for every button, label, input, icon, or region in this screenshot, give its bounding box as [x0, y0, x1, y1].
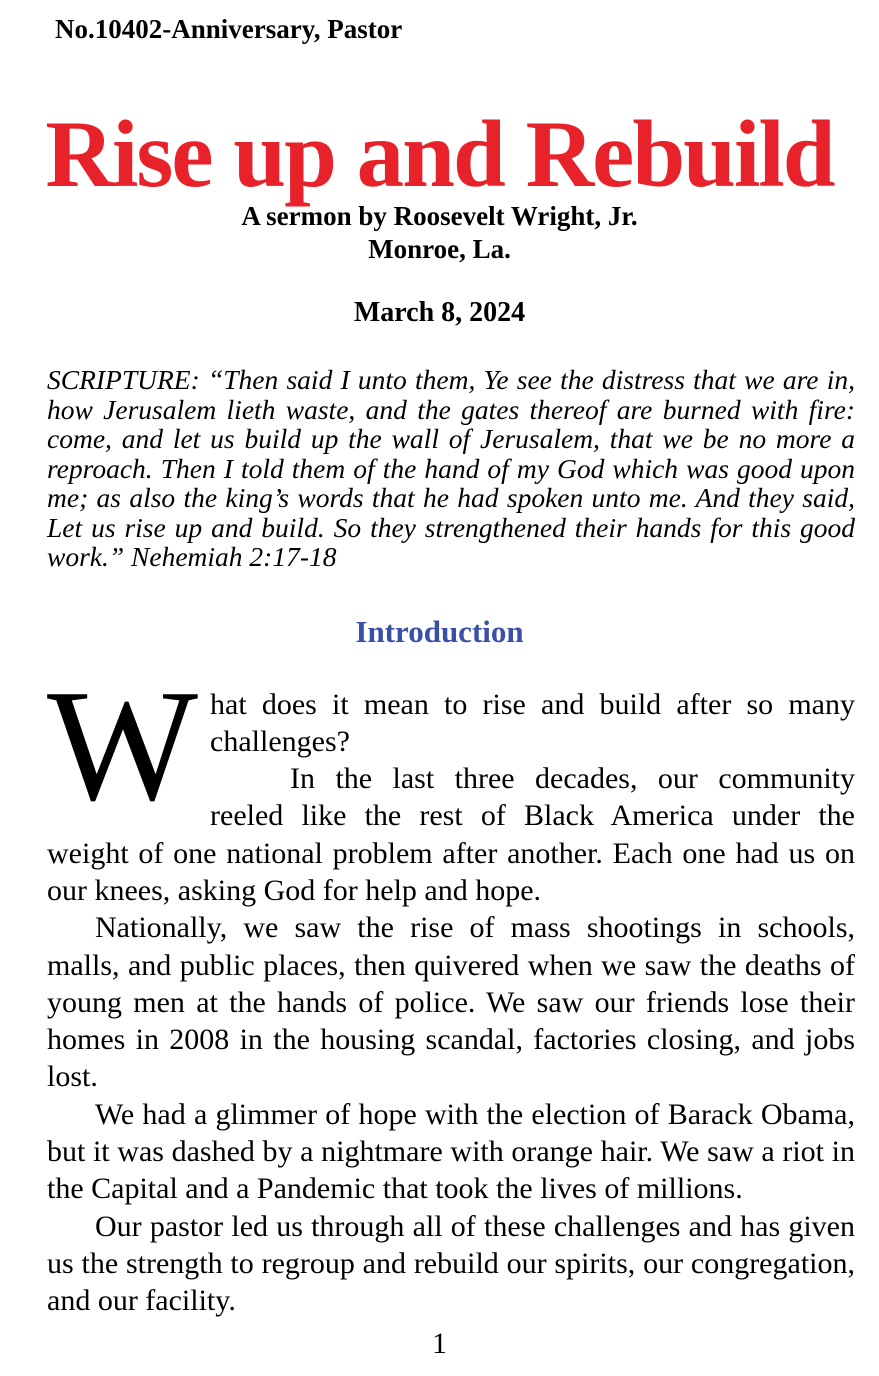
body-paragraph: We had a glimmer of hope with the election of Barack Obama, but it was dashed by a nightmare with orange hair. We saw a riot in the Capital and a Pandemic that took the lives of millions.: [47, 1097, 855, 1206]
location-line: Monroe, La.: [368, 234, 511, 264]
byline: A sermon by Roosevelt Wright, Jr.: [241, 201, 638, 231]
drop-cap-letter: W: [47, 655, 199, 834]
section-heading-introduction: Introduction: [355, 613, 524, 649]
body-paragraph-text: hat does it mean to rise and build after so many challenges?: [210, 687, 855, 758]
sermon-title: Rise up and Rebuild: [45, 101, 834, 207]
body-paragraph: [47, 655, 855, 834]
page-number: 1: [432, 1327, 447, 1360]
sermon-body: [47, 655, 855, 1320]
scripture-passage: SCRIPTURE: “Then said I unto them, Ye see the distress that we are in, how Jerusalem lieth waste, and the gates thereof are burned with fire: come, and let us build up the wall of Jerusalem, that we be no more a reproach. Then I told them of the hand of my God which was good upon me; as also the king’s words that he had spoken unto me. And they said, Let us rise up and build. So they strengthened their hands for this good work.” Nehemiah 2:17-18: [47, 364, 855, 572]
sermon-date: March 8, 2024: [353, 297, 526, 328]
body-paragraph: Our pastor led us through all of these challenges and has given us the strength to regroup and rebuild our spirits, our congregation, and our facility.: [47, 1209, 855, 1318]
body-paragraph: Nationally, we saw the rise of mass shootings in schools, malls, and public places, then quivered when we saw the deaths of young men at the hands of police. We saw our friends lose their homes in 2008 in the housing scandal, factories closing, and jobs lost.: [47, 911, 855, 1094]
catalog-number-header: No.10402-Anniversary, Pastor: [55, 14, 403, 44]
body-paragraph: In the last three decades, our community reeled like the rest of Black America under the weight of one national problem after another. Each one had us on our knees, asking God for help and hope.: [47, 762, 855, 907]
